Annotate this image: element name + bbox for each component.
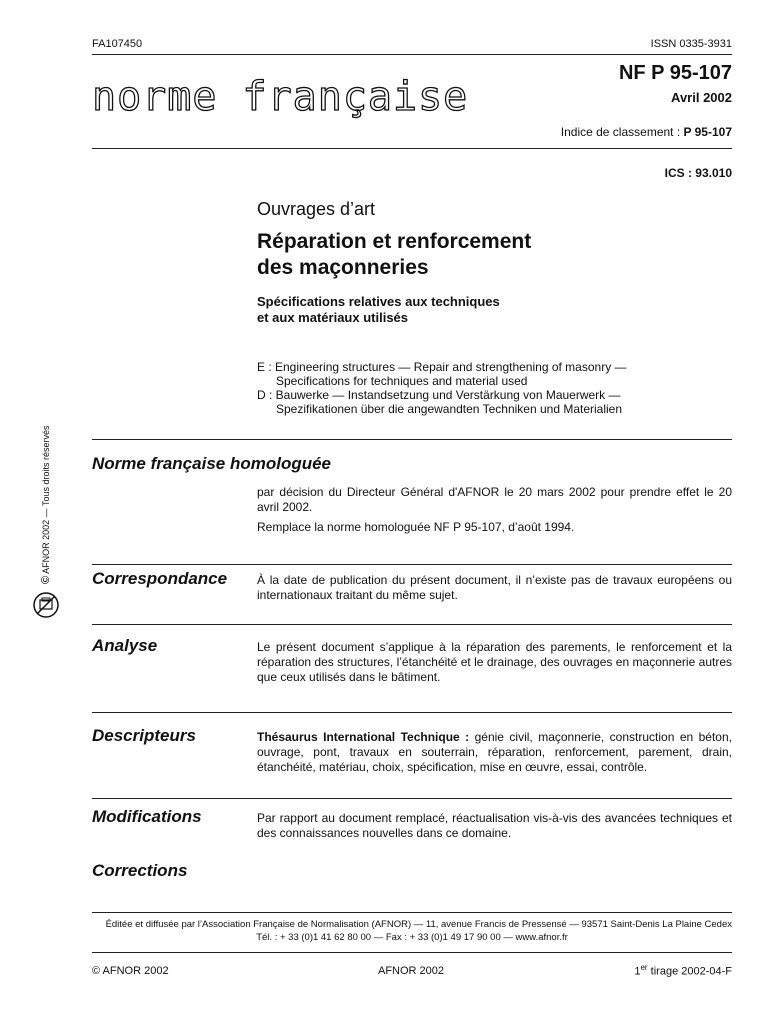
- english-title-line-1: E : Engineering structures — Repair and strengthening of masonry —: [257, 360, 627, 374]
- descripteurs-text: [257, 730, 732, 775]
- descripteurs-label: Thésaurus International Technique :: [257, 730, 470, 744]
- title-line-1: Réparation et renforcement: [257, 230, 532, 253]
- german-title-line-2: Spezifikationen über die angewandten Techniken und Materialien: [276, 402, 623, 416]
- printing-label: tirage 2002-04-F: [647, 965, 732, 978]
- homologuee-text: par décision du Directeur Général d'AFNOR le 20 mars 2002 pour prendre effet le 20 avril 2002.: [257, 485, 732, 514]
- no-photocopy-icon: [31, 590, 61, 620]
- heading-descripteurs: Descripteurs: [92, 726, 196, 745]
- replaces-text: Remplace la norme homologuée NF P 95-107, d’août 1994.: [257, 520, 575, 534]
- issn-number: ISSN 0335-3931: [650, 38, 732, 50]
- copyright-vertical-text: [40, 425, 52, 584]
- heading-analyse: Analyse: [92, 636, 158, 655]
- subtitle-line-1: Spécifications relatives aux techniques: [257, 294, 500, 309]
- classement-label: Indice de classement :: [560, 125, 684, 139]
- header-rule: [92, 54, 732, 55]
- publisher-contact: Tél. : + 33 (0)1 41 62 80 00 — Fax : + 33 (0)1 49 17 90 00 — www.afnor.fr: [256, 932, 568, 943]
- heading-correspondance: Correspondance: [92, 569, 228, 588]
- copyright-symbol-icon: ©: [40, 575, 52, 584]
- title-line-2: des maçonneries: [257, 256, 429, 279]
- footer-center: AFNOR 2002: [378, 965, 445, 977]
- norme-francaise-logo: norme française: [92, 74, 469, 120]
- german-title-line-1: D : Bauwerke — Instandsetzung und Verstärkung von Mauerwerk —: [257, 388, 621, 402]
- publication-date: Avril 2002: [671, 90, 732, 105]
- printing-number: 1: [634, 965, 641, 978]
- english-title-line-2: Specifications for techniques and material used: [276, 374, 528, 388]
- translated-titles: [257, 360, 627, 416]
- copyright-vertical-label: AFNOR 2002 — Tous droits réservés: [41, 425, 51, 574]
- section-rule-correspondance: [92, 564, 732, 565]
- heading-modifications: Modifications: [92, 807, 202, 826]
- classement-value: P 95-107: [683, 125, 732, 139]
- document-subtitle: [257, 294, 500, 326]
- publisher-info: [92, 918, 732, 944]
- document-title: [257, 229, 531, 281]
- document-category: Ouvrages d’art: [257, 199, 376, 219]
- norm-code: NF P 95-107: [618, 62, 732, 84]
- modifications-text: Par rapport au document remplacé, réactualisation vis-à-vis des avancées techniques et des connaissances nouvelles dans ce domaine.: [257, 811, 732, 840]
- section-rule-modifications: [92, 798, 732, 799]
- classement-index: [561, 125, 732, 139]
- footer-rule: [92, 912, 732, 913]
- section-rule-homologuee: [92, 439, 732, 440]
- heading-corrections: Corrections: [92, 861, 188, 880]
- ics-code: ICS : 93.010: [664, 166, 732, 180]
- publisher-address: Éditée et diffusée par l’Association Française de Normalisation (AFNOR) — 11, avenue Francis de Pressensé — 93571 Saint-Denis La Plaine Cedex: [105, 919, 732, 930]
- section-rule-descripteurs: [92, 712, 732, 713]
- analyse-text: Le présent document s’applique à la réparation des parements, le renforcement et la réparation des structures, l’étanchéité et le drainage, des ouvrages en maçonnerie autres que ceux utilisés dans le bâtiment.: [257, 640, 732, 684]
- header-bottom-rule: [92, 148, 732, 149]
- descripteurs-keywords: génie civil, maçonnerie, construction en béton, ouvrage, pont, travaux en souterrain, réparation, renforcement, parement, drain, étanchéité, matériau, choix, spécification, mise en œuvre, essai, contrôle.: [257, 730, 732, 774]
- footer-bottom-rule: [92, 952, 732, 953]
- heading-homologuee: Norme française homologuée: [92, 454, 332, 473]
- footer-copyright: © AFNOR 2002: [92, 965, 169, 977]
- printing-superscript: er: [640, 963, 648, 972]
- document-reference: FA107450: [92, 38, 143, 50]
- section-rule-analyse: [92, 624, 732, 625]
- subtitle-line-2: et aux matériaux utilisés: [257, 310, 409, 325]
- correspondance-text: À la date de publication du présent document, il n’existe pas de travaux européens ou internationaux traitant du même sujet.: [257, 573, 732, 602]
- footer-printing: [634, 963, 732, 978]
